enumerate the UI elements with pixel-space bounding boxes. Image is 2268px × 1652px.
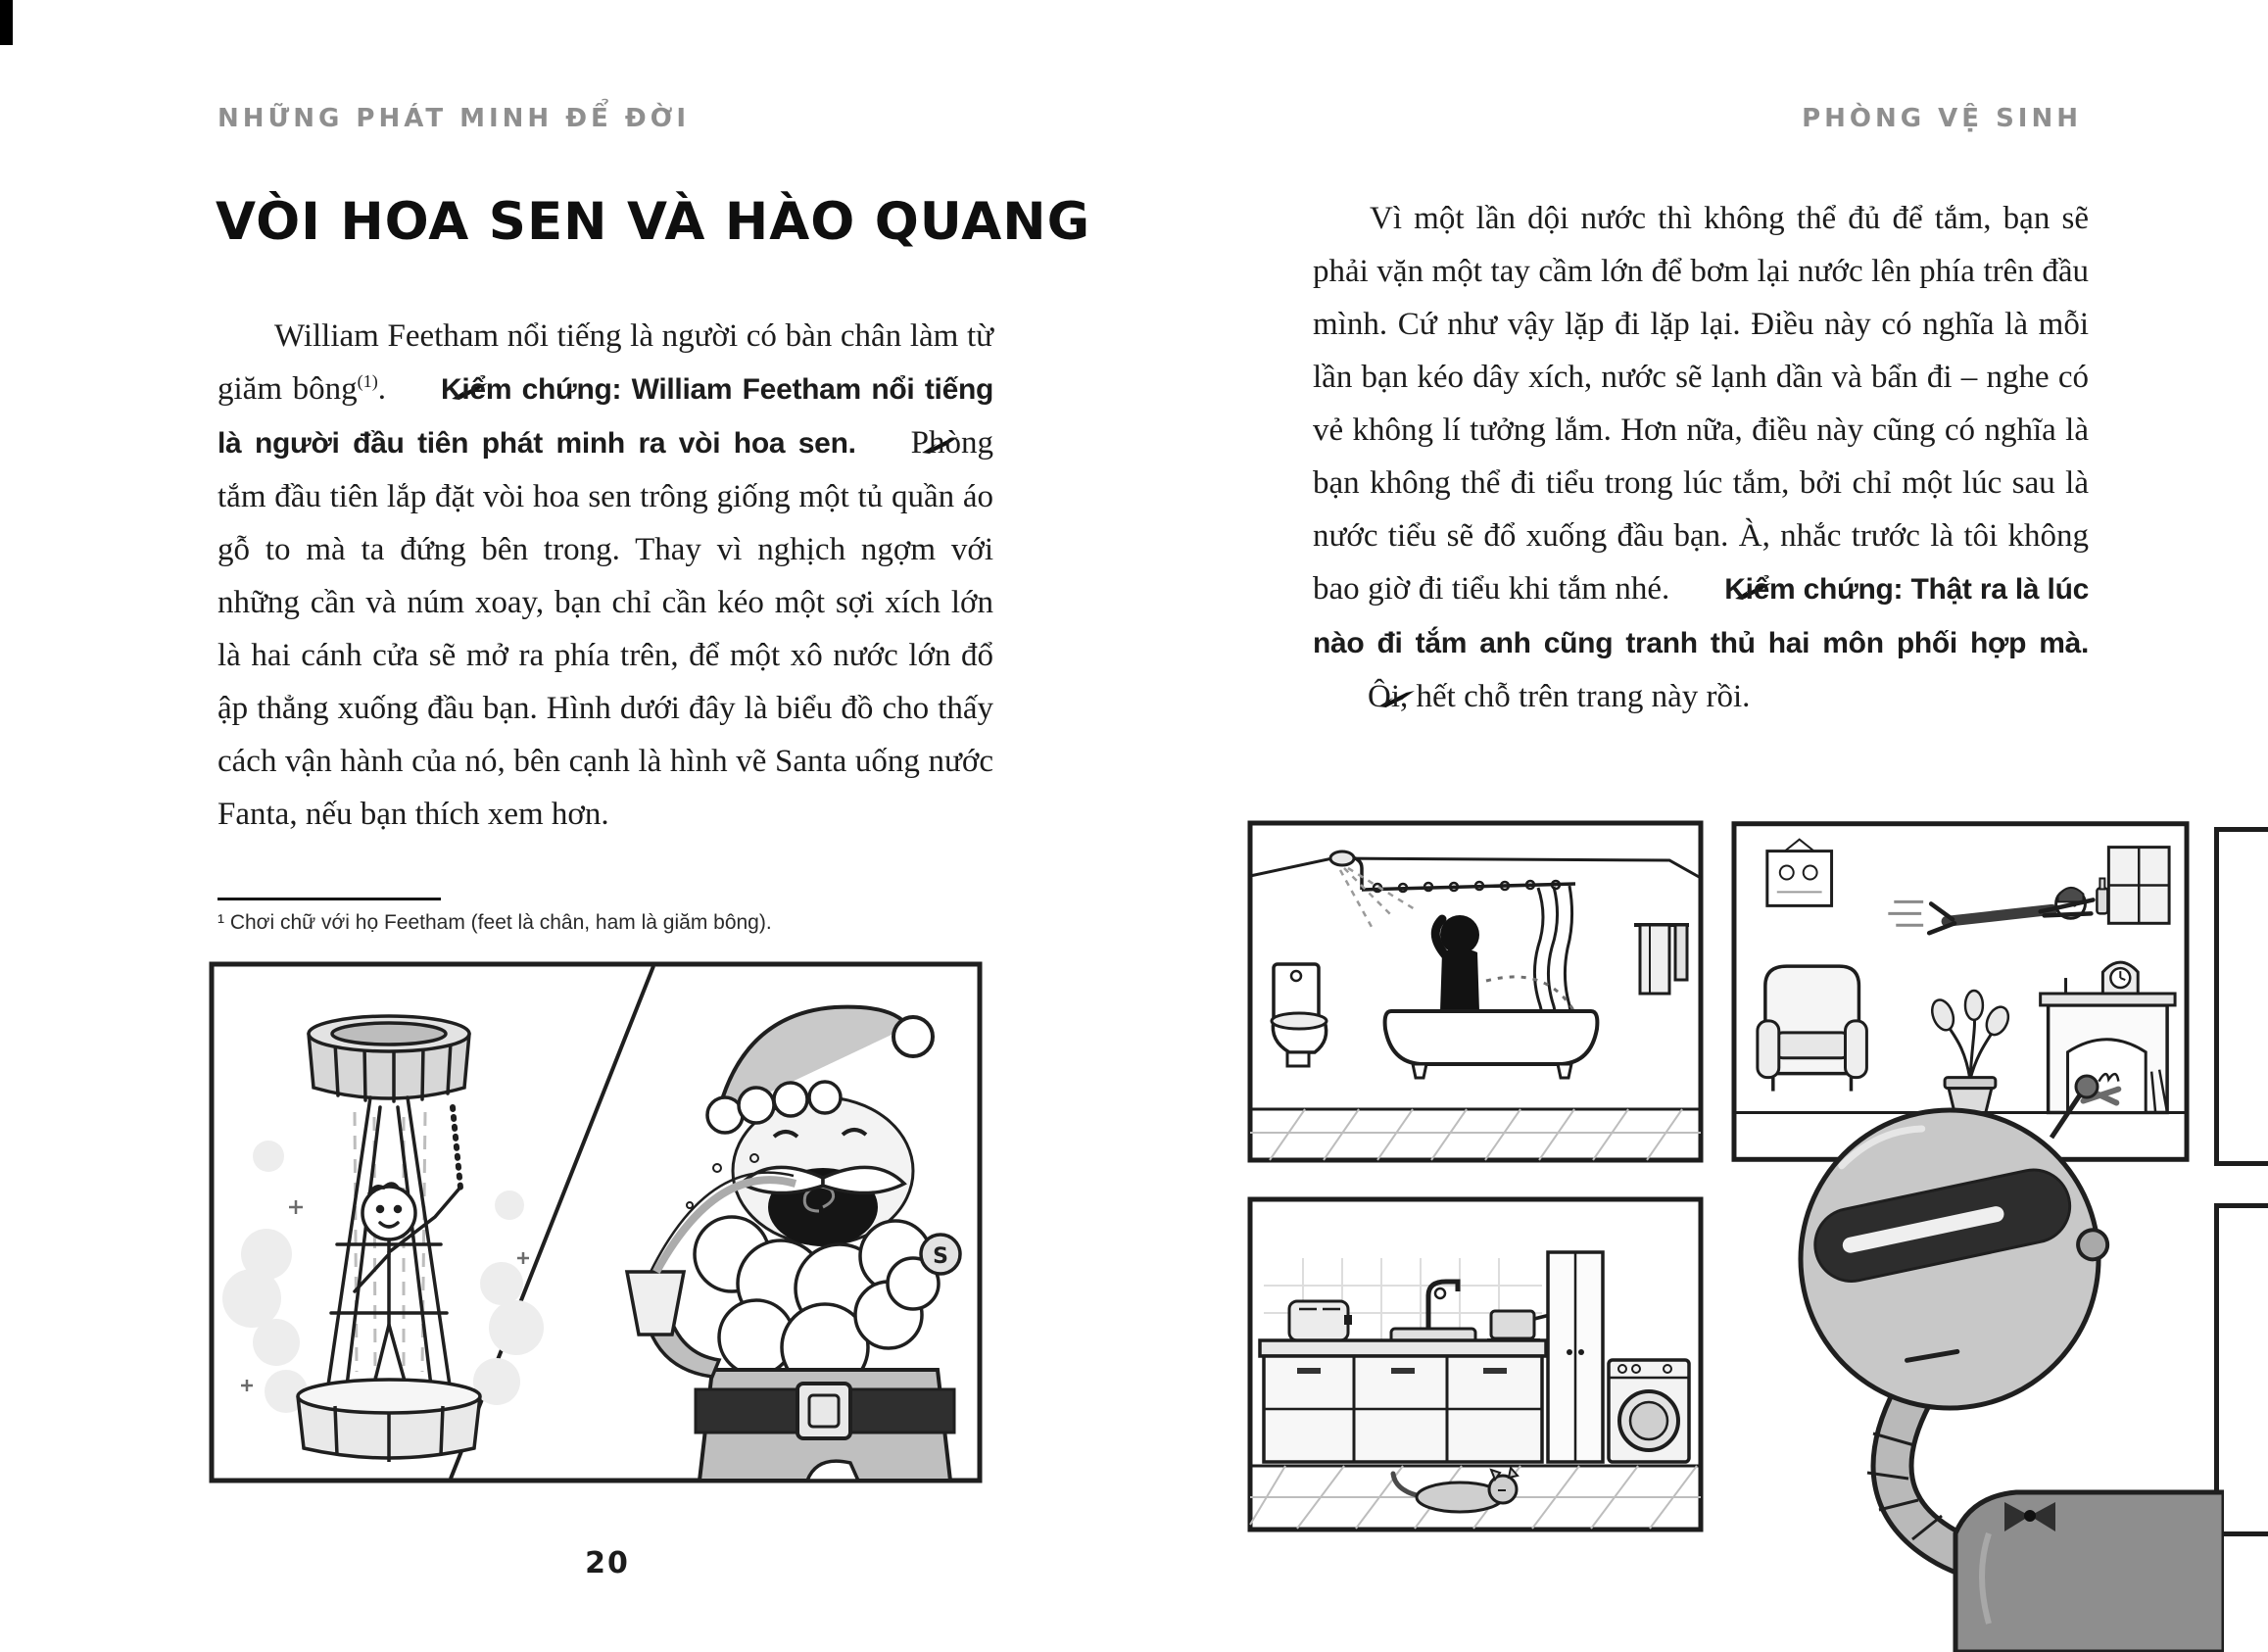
running-head-right: PHÒNG VỆ SINH xyxy=(1802,104,2082,133)
santa-badge-letter: S xyxy=(933,1244,948,1269)
tall-cupboard xyxy=(1548,1252,1603,1462)
counter-cabinets xyxy=(1260,1340,1546,1462)
fact-check-note: Kiểm chứng: Thật ra là lúc nào đi tắm anh cũng tranh thủ hai môn phối hợp mà. xyxy=(1313,573,2089,659)
right-page-paragraph xyxy=(1313,192,2089,723)
fanta-glass xyxy=(627,1272,684,1335)
lightning-bolt-icon xyxy=(1322,671,1359,688)
left-page-paragraph xyxy=(217,310,993,841)
bathroom-drawing xyxy=(1246,819,1705,1164)
comic-panel-bathroom xyxy=(1246,819,1705,1164)
lightning-bolt-icon xyxy=(865,417,902,434)
footnote-text: ¹ Chơi chữ với họ Feetham (feet là chân, ham là giăm bông). xyxy=(217,911,772,934)
lightning-bolt-icon xyxy=(1678,563,1715,580)
illustration-shower-and-santa xyxy=(208,960,984,1484)
scan-edge-mark xyxy=(0,0,13,45)
page-number: 20 xyxy=(585,1546,630,1580)
footnote-reference: (1) xyxy=(357,371,378,391)
stolen-bottle xyxy=(2097,888,2107,913)
robot-body xyxy=(1955,1492,2224,1652)
lightning-bolt-icon xyxy=(395,364,432,380)
bathtub xyxy=(1385,1011,1598,1064)
water-basin xyxy=(298,1380,480,1462)
bather-silhouette xyxy=(1435,915,1479,1011)
comic-panel-kitchen xyxy=(1246,1195,1705,1533)
footnote-divider xyxy=(217,898,441,900)
fact-check-note: Kiểm chứng: William Feetham nổi tiếng là người đầu tiên phát minh ra vòi hoa sen. xyxy=(217,373,994,460)
antenna xyxy=(2051,1091,2083,1138)
chapter-title: VÒI HOA SEN VÀ HÀO QUANG xyxy=(216,192,1091,252)
toaster xyxy=(1289,1301,1352,1340)
paragraph-text: . xyxy=(377,371,387,407)
paragraph-text: Ôi, hết chỗ trên trang này rồi. xyxy=(1368,679,1751,714)
running-head-left: NHỮNG PHÁT MINH ĐỂ ĐỜI xyxy=(217,104,690,133)
window xyxy=(2108,848,2169,924)
robot-head xyxy=(1773,1081,2135,1435)
paragraph-text: William Feetham nổi tiếng là người có bàn chân làm từ giăm bông xyxy=(217,318,993,407)
paragraph-text: Phòng tắm đầu tiên lắp đặt vòi hoa sen trông giống một tủ quần áo gỗ to mà ta đứng bên trong. Thay vì nghịch ngợm với những cần và núm xoay, bạn chỉ cần kéo một sợi xích lớn là hai cánh cửa sẽ mở ra phía trên, để một xô nước lớn đổ ập thẳng xuống đầu bạn. Hình dưới đây là biểu đồ cho thấy cách vận hành của nó, bên cạnh là hình vẽ Santa uống nước Fanta, nếu bạn thích xem hơn. xyxy=(217,425,993,832)
paragraph-text: Vì một lần dội nước thì không thể đủ để tắm, bạn sẽ phải vặn một tay cầm lớn để bơm lại nước lên phía trên đầu mình. Cứ như vậy lặp đi lặp lại. Điều này có nghĩa là mỗi lần bạn kéo dây xích, nước sẽ lạnh dần và bẩn đi – nghe có vẻ không lí tưởng lắm. Hơn nữa, điều này cũng có nghĩa là bạn không thể đi tiểu trong lúc tắm, bởi chỉ một lúc sau là nước tiểu sẽ đổ xuống đầu bạn. À, nhắc trước là tôi không bao giờ đi tiểu khi tắm nhé. xyxy=(1313,201,2089,607)
kitchen-drawing xyxy=(1246,1195,1705,1533)
belt-buckle xyxy=(797,1384,850,1438)
robot-drawing xyxy=(1656,1073,2224,1652)
shower-santa-drawing xyxy=(208,960,984,1484)
robot-mascot xyxy=(1656,1073,2224,1652)
